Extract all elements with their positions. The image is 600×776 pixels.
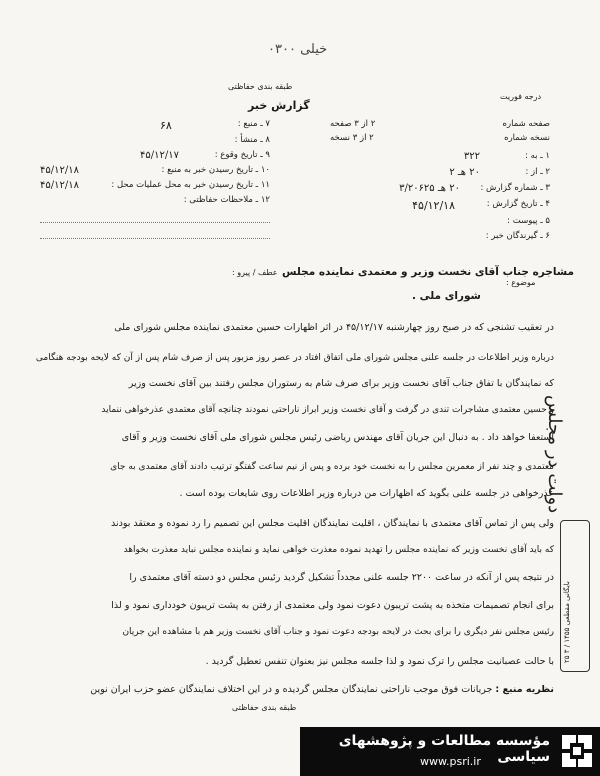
right-field-label: ۶ ـ گیرندگان خبر :	[485, 231, 550, 241]
left-field-value: ۶۸	[160, 119, 172, 132]
report-title: گزارش خبر	[248, 99, 310, 112]
subject-line-1: مشاجره جناب آقای نخست وزیر و معتمدی نماینده مجلس	[282, 266, 574, 278]
right-field-value: ۲ از ۳ صفحه	[330, 119, 376, 129]
psri-logo-icon	[558, 731, 596, 771]
body-line: و حسین معتمدی مشاجرات تندی در گرفت و آقای نخست وزیر ابراز ناراحتی نمودند چنانچه آقای معتمدی عذرخواهی ننماید	[101, 405, 554, 415]
right-field-label: ۴ ـ تاریخ گزارش :	[486, 199, 550, 209]
priority-label: درجه فوریت	[500, 92, 542, 101]
right-field-value: ۳۲۲	[463, 151, 480, 162]
archive-stamp	[560, 520, 590, 672]
left-field-label: ۹ ـ تاریخ وقوع :	[214, 150, 270, 160]
right-field-value: ۲۰ هـ ۳/۲۰۶۲۵	[399, 183, 460, 194]
body-line: استعفا خواهد داد . به دنبال این جریان آقای مهندس ریاضی رئیس مجلس شورای ملی آقای نخست وزیر و آقای	[121, 432, 554, 443]
body-line: برای انجام تصمیمات متخذه به پشت تریبون دعوت نمود ولی معتمدی از رفتن به پشت تریبون خودداری نمود و لذا	[111, 600, 554, 611]
watermark-url: www.psri.ir	[420, 755, 481, 768]
source-opinion	[14, 684, 554, 695]
right-field-label: ۳ ـ شماره گزارش :	[480, 183, 550, 193]
right-field-label: صفحه شماره	[502, 119, 550, 129]
body-line: درباره وزیر اطلاعات در جلسه علنی مجلس شورای ملی اتفاق افتاد در عصر روز مزبور پس از صرف شام پس از آن که لایحه بودجه هنگامی	[35, 353, 554, 363]
right-field-label: ۱ ـ به :	[525, 151, 550, 161]
classification-top: طبقه بندی حفاظتی	[228, 82, 293, 91]
blank-line	[40, 222, 270, 223]
right-field-label: نسخه شماره	[504, 133, 550, 143]
watermark-bar	[300, 727, 600, 776]
left-field-value: ۴۵/۱۲/۱۸	[40, 165, 79, 176]
body-line: معتمدی و چند نفر از معمرین مجلس را به نخست خود برده و پس از نیم ساعت گفتگو ترتیب دادند آقای معتمدی به جای	[110, 462, 554, 472]
left-field-value: ۴۵/۱۲/۱۸	[40, 180, 79, 191]
reference-label: عطف / پیرو :	[232, 268, 278, 277]
body-line: رئیس مجلس نفر دیگری را برای بحث در لایحه بودجه دعوت نمود و جناب آقای نخست وزیر هم با مشاهده این جریان	[122, 627, 554, 637]
body-line: در تعقیب تشنجی که در صبح روز چهارشنبه ۴۵/۱۲/۱۷ در اثر اظهارات حسین معتمدی نماینده مجلس شورای ملی	[114, 322, 554, 333]
right-field-value: ۲۰ هـ ۲	[449, 167, 480, 178]
right-field-label: ۲ ـ از :	[525, 167, 550, 177]
side-handwriting: دولت در مجلس	[544, 395, 565, 514]
body-line: عذرخواهی در جلسه علنی بگوید که اظهارات من درباره وزیر اطلاعات روی شایعات بوده است .	[179, 488, 554, 499]
classification-bottom: طبقه بندی حفاظتی	[232, 703, 297, 712]
subject-label: موضوع :	[506, 278, 536, 287]
body-line: با حالت عصبانیت مجلس را ترک نمود و لذا جلسه مجلس نیز بعنوان تنفس تعطیل گردید .	[205, 656, 554, 667]
handwritten-top-marking: خیلی ۰۳۰۰	[268, 42, 328, 57]
archive-stamp-text: ۲۵ ۳ / ۱۴۵۵ بایگانی مقطعی	[563, 581, 571, 663]
left-field-label: ۷ ـ منبع :	[237, 119, 270, 129]
body-line: که باید آقای نخست وزیر که نماینده مجلس را تهدید نموده معذرت خواهی نماید و نماینده مجلس نباید معذرت بخواهد	[123, 545, 554, 555]
right-field-value: ۲ از ۳ نسخه	[330, 133, 374, 143]
left-field-value: ۴۵/۱۲/۱۷	[140, 150, 179, 161]
right-field-label: ۵ ـ پیوست :	[507, 216, 550, 226]
left-field-label: ۱۲ ـ ملاحظات حفاظتی :	[183, 195, 270, 205]
source-opinion-label: نظریه منبع :	[495, 684, 554, 695]
watermark-org-name: مؤسسه مطالعات و پژوهشهای سیاسی	[338, 733, 550, 765]
right-field-value: ۴۵/۱۲/۱۸	[412, 199, 455, 212]
left-field-label: ۱۱ ـ تاریخ رسیدن خبر به محل عملیات محل :	[111, 180, 270, 190]
body-line: ولی پس از تماس آقای معتمدی با نمایندگان ، اقلیت نمایندگان اقلیت مجلس این تصمیم را رد نموده و معتقد بودند	[110, 518, 554, 529]
body-line: در نتیجه پس از آنکه در ساعت ۲۲۰۰ جلسه علنی مجدداً تشکیل گردید رئیس مجلس دو دسته آقای معتمدی را	[129, 572, 554, 583]
body-line: که نمایندگان با تفاق جناب آقای نخست وزیر برای صرف شام به رستوران مجلس رفتند بین آقای نخست وزیر	[128, 378, 554, 389]
left-field-label: ۱۰ ـ تاریخ رسیدن خبر به منبع :	[161, 165, 270, 175]
left-field-label: ۸ ـ منشأ :	[234, 135, 270, 145]
source-opinion-text: جریانات فوق موجب ناراحتی نمایندگان مجلس گردیده و در این اختلاف نمایندگان عضو حزب ایران نوین	[90, 684, 493, 695]
subject-line-2: شورای ملی .	[412, 290, 481, 302]
blank-line	[40, 238, 270, 239]
